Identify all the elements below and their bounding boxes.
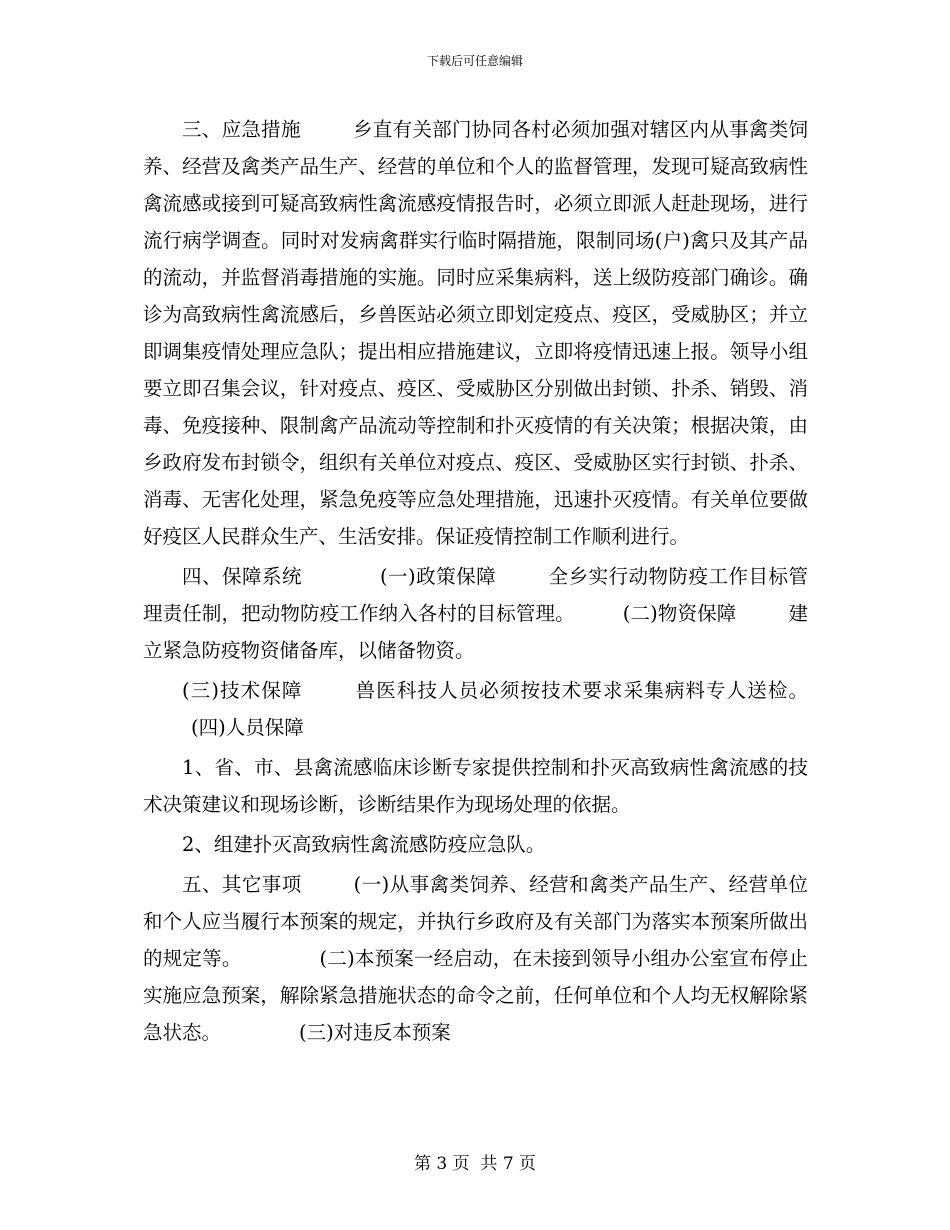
section-3-body: 乡直有关部门协同各村必须加强对辖区内从事禽类饲养、经营及禽类产品生产、经营的单位和个人的监督管理，发现可疑高致病性禽流感或接到可疑高致病性禽流感疫情报告时，必须立即派人赶赴现场，进行流行病学调查。同时对发病禽群实行临时隔措施，限制同场(户)禽只及其产品的流动，并监督消毒措施的实施。同时应采集病料，送上级防疫部门确诊。确诊为高致病性禽流感后，乡兽医站必须立即划定疫点、疫区，受威胁区；并立即调集疫情处理应急队；提出相应措施建议，立即将疫情迅速上报。领导小组要立即召集会议，针对疫点、疫区、受威胁区分别做出封锁、扑杀、销毁、消毒、免疫接种、限制禽产品流动等控制和扑灭疫情的有关决策；根据决策，由乡政府发布封锁令，组织有关单位对疫点、疫区、受威胁区实行封锁、扑杀、消毒、无害化处理，紧急免疫等应急处理措施，迅速扑灭疫情。有关单位要做好疫区人民群众生产、生活安排。保证疫情控制工作顺利进行。 — [143, 118, 808, 548]
item-1-text: 1、省、市、县禽流感临床诊断专家提供控制和扑灭高致病性禽流感的技术决策建议和现场诊断，诊断结果作为现场处理的依据。 — [143, 756, 808, 816]
paragraph-section-5 — [143, 866, 808, 1051]
section-4-2-body: 建立紧急防疫物资储备库，以储备物资。 — [143, 602, 808, 662]
paragraph-section-4 — [143, 558, 808, 669]
footer-suffix: 页 — [519, 1154, 537, 1174]
footer-page-number: 3 — [436, 1154, 448, 1174]
header-text: 下载后可任意编辑 — [426, 54, 523, 68]
footer-middle: 页 共 — [452, 1154, 498, 1174]
section-4-1-title: (一)政策保障 — [379, 565, 497, 588]
paragraph-section-3 — [143, 111, 808, 555]
paragraph-section-4-3 — [143, 672, 808, 746]
section-4-title: 四、保障系统 — [182, 565, 302, 588]
item-2-text: 2、组建扑灭高致病性禽流感防疫应急队。 — [182, 833, 546, 856]
section-4-4-title: (四)人员保障 — [191, 716, 304, 739]
paragraph-item-2 — [143, 826, 808, 863]
section-4-2-title: (二)物资保障 — [622, 602, 737, 625]
footer-total-pages: 7 — [502, 1154, 514, 1174]
page-header — [0, 53, 950, 69]
section-5-2: (二)本预案一经启动，在未接到领导小组办公室宣布停止实施应急预案，解除紧急措施状态的命令之前，任何单位和个人均无权解除紧急状态。 — [143, 947, 808, 1044]
footer-prefix: 第 — [413, 1154, 431, 1174]
section-4-3-title: (三)技术保障 — [182, 679, 303, 702]
section-4-3-body: 兽医科技人员必须按技术要求采集病料专人送检。 — [354, 679, 808, 702]
paragraph-item-1 — [143, 749, 808, 823]
page-footer — [0, 1152, 950, 1176]
section-5-3: (三)对违反本预案 — [299, 1021, 451, 1044]
document-body — [143, 111, 808, 1051]
section-3-title: 三、应急措施 — [182, 118, 301, 141]
section-4-1-body: 全乡实行动物防疫工作目标管理责任制，把动物防疫工作纳入各村的目标管理。 — [143, 565, 808, 625]
section-5-title: 五、其它事项 — [182, 873, 302, 896]
section-5-1: (一)从事禽类饲养、经营和禽类产品生产、经营单位和个人应当履行本预案的规定，并执行乡政府及有关部门为落实本预案所做出的规定等。 — [143, 873, 808, 970]
